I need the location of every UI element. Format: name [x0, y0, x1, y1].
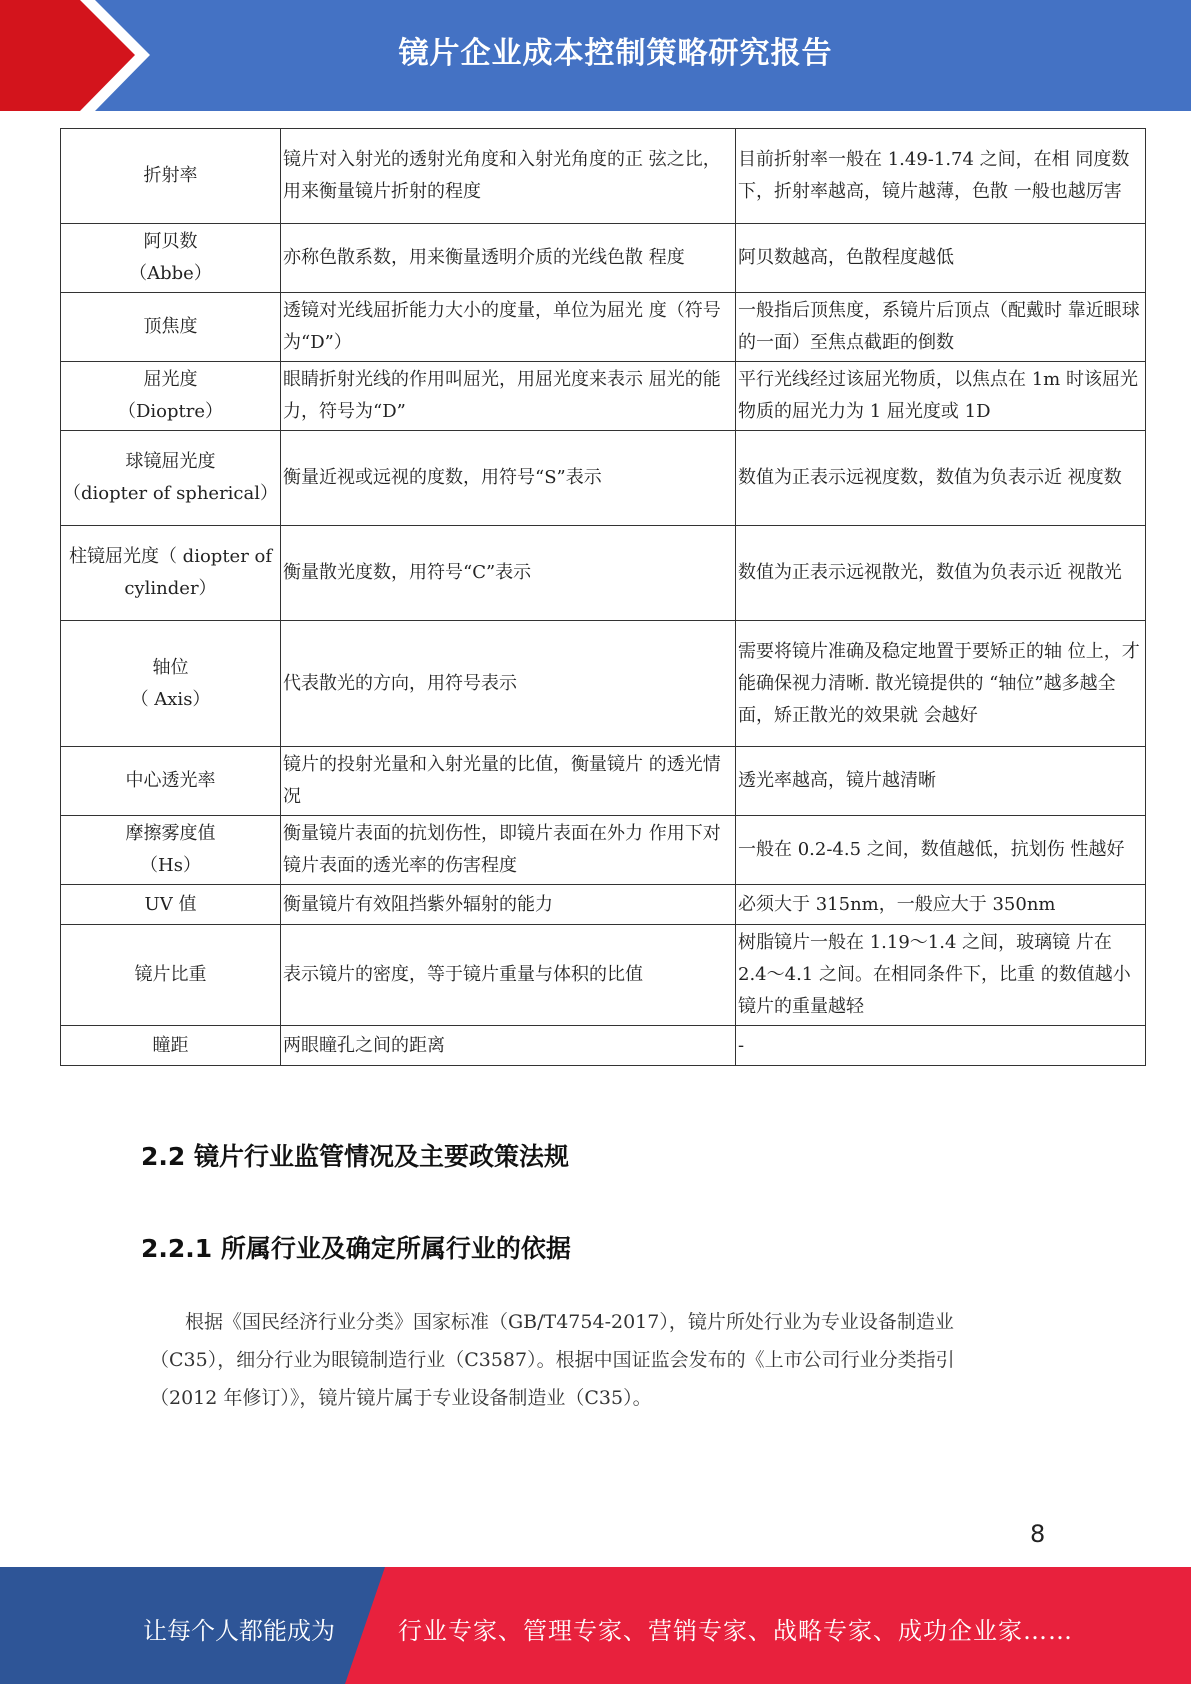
term-label: 球镜屈光度: [125, 451, 216, 472]
notes-cell: -: [736, 1026, 1146, 1066]
definition-cell: 代表散光的方向，用符号表示: [281, 621, 736, 747]
definition-cell: 两眼瞳孔之间的距离: [281, 1026, 736, 1066]
term-cell: [61, 293, 281, 362]
term-label: 顶焦度: [143, 316, 198, 337]
notes-cell: 一般在 0.2-4.5 之间，数值越低，抗划伤 性越好: [736, 816, 1146, 885]
term-label: 阿贝数: [143, 231, 198, 252]
notes-cell: 树脂镜片一般在 1.19～1.4 之间，玻璃镜 片在 2.4～4.1 之间。在相同条件下，比重 的数值越小镜片的重量越轻: [736, 925, 1146, 1026]
term-label: 轴位: [152, 656, 189, 678]
term-label: 屈光度: [143, 369, 198, 390]
term-label: 折射率: [143, 165, 198, 186]
term-cell: [61, 362, 281, 431]
table-row: [61, 431, 1146, 526]
lens-parameters-table: [60, 128, 1140, 1066]
table-row: [61, 129, 1146, 224]
table-row: [61, 925, 1146, 1026]
term-cell: [61, 1026, 281, 1066]
report-title: 镜片企业成本控制策略研究报告: [398, 36, 833, 71]
paragraph-line: 根据《国民经济行业分类》国家标准（GB/T4754-2017），镜片所处行业为专业设备制造业: [185, 1311, 954, 1333]
notes-cell: 一般指后顶焦度，系镜片后顶点（配戴时 靠近眼球的一面）至焦点截距的倒数: [736, 293, 1146, 362]
term-label: 镜片比重: [134, 964, 207, 985]
notes-cell: 数值为正表示远视散光，数值为负表示近 视散光: [736, 526, 1146, 621]
notes-cell: 必须大于 315nm，一般应大于 350nm: [736, 885, 1146, 925]
definition-cell: 表示镜片的密度，等于镜片重量与体积的比值: [281, 925, 736, 1026]
footer-slogan-right: 行业专家、管理专家、营销专家、战略专家、成功企业家……: [398, 1617, 1073, 1645]
notes-cell: 阿贝数越高，色散程度越低: [736, 224, 1146, 293]
term-sublabel: （Hs）: [140, 855, 201, 876]
term-cell: [61, 129, 281, 224]
term-cell: [61, 925, 281, 1026]
term-label: 摩擦雾度值: [125, 823, 216, 844]
table-row: [61, 526, 1146, 621]
term-cell: [61, 885, 281, 925]
term-sublabel: （Dioptre）: [117, 401, 224, 422]
notes-cell: 需要将镜片准确及稳定地置于要矫正的轴 位上，才能确保视力清晰. 散光镜提供的 “轴位”越多越全面，矫正散光的效果就 会越好: [736, 621, 1146, 747]
definition-cell: 镜片的投射光量和入射光量的比值，衡量镜片 的透光情况: [281, 747, 736, 816]
term-cell: [61, 526, 281, 621]
notes-cell: 数值为正表示远视度数，数值为负表示近 视度数: [736, 431, 1146, 526]
table-row: [61, 747, 1146, 816]
term-label: 瞳距: [152, 1034, 189, 1056]
table-row: [61, 621, 1146, 747]
section-heading: 2.2 镜片行业监管情况及主要政策法规: [141, 1142, 569, 1171]
definition-cell: 衡量近视或远视的度数，用符号“S”表示: [281, 431, 736, 526]
table-row: [61, 816, 1146, 885]
paragraph-line: （C35），细分行业为眼镜制造行业（C3587）。根据中国证监会发布的《上市公司行业分类指引: [150, 1349, 955, 1371]
definition-cell: 亦称色散系数，用来衡量透明介质的光线色散 程度: [281, 224, 736, 293]
definition-cell: 衡量镜片表面的抗划伤性，即镜片表面在外力 作用下对镜片表面的透光率的伤害程度: [281, 816, 736, 885]
notes-cell: 透光率越高，镜片越清晰: [736, 747, 1146, 816]
paragraph-line: （2012 年修订）》，镜片镜片属于专业设备制造业（C35）。: [150, 1387, 652, 1409]
notes-cell: 平行光线经过该屈光物质，以焦点在 1m 时该屈光物质的屈光力为 1 屈光度或 1D: [736, 362, 1146, 431]
term-cell: [61, 747, 281, 816]
table-row: [61, 224, 1146, 293]
term-label: 柱镜屈光度（ diopter of: [68, 546, 273, 567]
definition-cell: 眼睛折射光线的作用叫屈光，用屈光度来表示 屈光的能力，符号为“D”: [281, 362, 736, 431]
definition-cell: 透镜对光线屈折能力大小的度量，单位为屈光 度（符号为“D”）: [281, 293, 736, 362]
footer-slogan-left: 让每个人都能成为: [143, 1617, 335, 1645]
body-paragraph: [150, 1303, 1050, 1417]
term-label: UV 值: [144, 893, 197, 915]
table-row: [61, 362, 1146, 431]
term-cell: [61, 431, 281, 526]
table-row: [61, 293, 1146, 362]
page-footer: [0, 1567, 1191, 1684]
term-label: 中心透光率: [125, 770, 216, 791]
subsection-heading: 2.2.1 所属行业及确定所属行业的依据: [141, 1234, 571, 1263]
notes-cell: 目前折射率一般在 1.49-1.74 之间，在相 同度数下，折射率越高，镜片越薄，色散 一般也越厉害: [736, 129, 1146, 224]
definition-cell: 衡量散光度数，用符号“C”表示: [281, 526, 736, 621]
definition-cell: 镜片对入射光的透射光角度和入射光角度的正 弦之比，用来衡量镜片折射的程度: [281, 129, 736, 224]
term-cell: [61, 816, 281, 885]
term-sublabel: （diopter of spherical）: [63, 483, 279, 504]
term-sublabel: （ Axis）: [130, 688, 211, 710]
term-sublabel: （Abbe）: [129, 263, 212, 284]
term-sublabel: cylinder）: [124, 578, 217, 599]
page-header: [0, 0, 1191, 111]
page-number: 8: [1030, 1520, 1046, 1548]
table-row: [61, 885, 1146, 925]
definition-cell: 衡量镜片有效阻挡紫外辐射的能力: [281, 885, 736, 925]
term-cell: [61, 224, 281, 293]
term-cell: [61, 621, 281, 747]
table-row: [61, 1026, 1146, 1066]
